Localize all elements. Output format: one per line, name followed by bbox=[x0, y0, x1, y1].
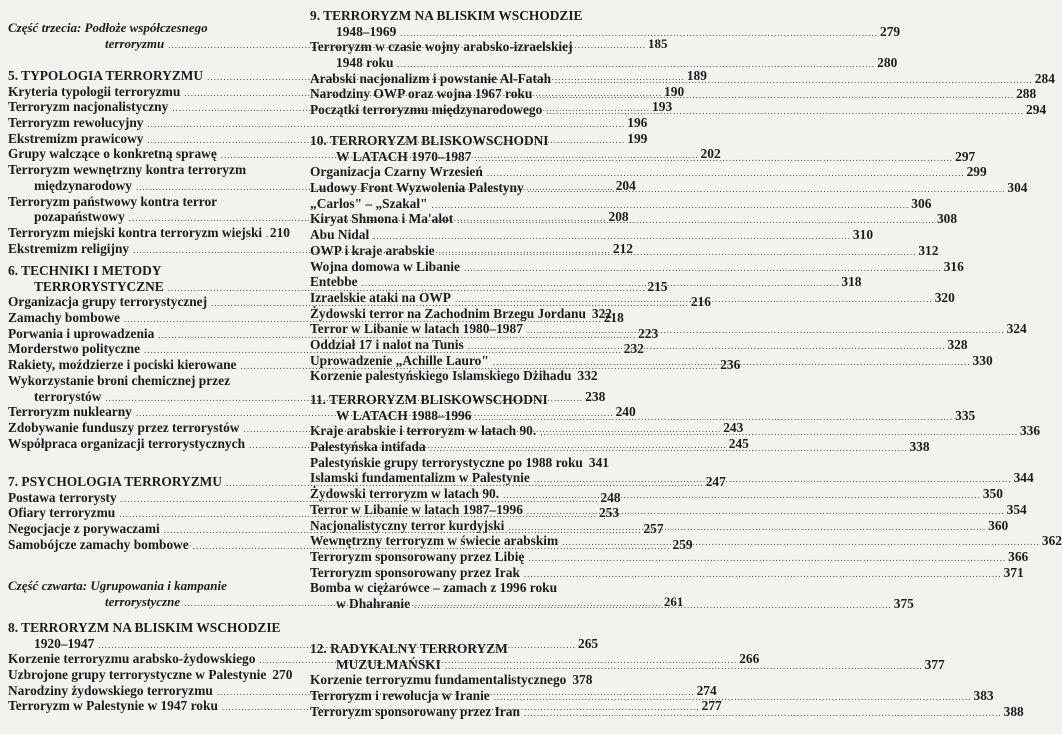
page-number: 341 bbox=[588, 454, 609, 470]
dot-leader bbox=[468, 339, 946, 355]
entry-text: Ludowy Front Wyzwolenia Palestyny bbox=[310, 180, 524, 196]
page-number: 304 bbox=[1007, 180, 1028, 196]
page-number: 190 bbox=[664, 83, 685, 99]
toc-entry bbox=[310, 258, 964, 275]
page-number: 212 bbox=[612, 240, 633, 256]
entry-text: 9. TERRORYZM NA BLISKIM WSCHODZIE bbox=[310, 8, 583, 23]
page-number: 310 bbox=[852, 227, 874, 243]
entry-text: Bomba w ciężarówce – zamach z 1996 roku bbox=[310, 580, 558, 596]
entry-text: Wewnętrzny terroryzm w świecie arabskim bbox=[310, 533, 559, 549]
page-number: 324 bbox=[1006, 321, 1027, 337]
toc-entry bbox=[310, 564, 1024, 581]
page-number: 377 bbox=[924, 656, 945, 672]
chapter-title-line bbox=[310, 23, 901, 40]
page-number: 338 bbox=[909, 439, 930, 455]
page-number: 316 bbox=[943, 258, 964, 274]
entry-text: Postawa terrorysty bbox=[8, 489, 117, 505]
entry-text: Zamachy bombowe bbox=[8, 310, 120, 326]
dot-leader bbox=[439, 245, 917, 261]
toc-entry bbox=[310, 368, 598, 384]
chapter-title-line bbox=[8, 263, 290, 279]
dot-leader bbox=[494, 690, 972, 706]
entry-text: Część trzecia: Podłoże współczesnego bbox=[8, 20, 208, 35]
dot-leader bbox=[540, 425, 1018, 441]
page-number: 245 bbox=[728, 435, 749, 451]
entry-text: TERRORYSTYCZNE bbox=[34, 278, 164, 294]
entry-text: Terror w Libanie w latach 1980–1987 bbox=[310, 321, 523, 337]
entry-text: 12. RADYKALNY TERRORYZM bbox=[310, 641, 508, 656]
entry-text: Organizacja Czarny Wrzesień bbox=[310, 164, 483, 180]
part-title-line bbox=[8, 20, 290, 36]
entry-text: Negocjacje z porywaczami bbox=[8, 521, 160, 537]
entry-text: Terroryzm sponsorowany przez Irak bbox=[310, 564, 520, 580]
dot-leader bbox=[414, 598, 892, 614]
dot-leader bbox=[534, 472, 1012, 488]
entry-text: Ekstremizm religijny bbox=[8, 240, 130, 256]
page-number: 253 bbox=[598, 505, 620, 521]
toc-entry bbox=[8, 225, 290, 241]
entry-text: Grupy walczące o konkretną sprawę bbox=[8, 146, 217, 162]
entry-text: Wykorzystanie broni chemicznej przez bbox=[8, 372, 231, 388]
entry-text: Zdobywanie funduszy przez terrorystów bbox=[8, 419, 240, 435]
entry-text: Kryteria typologii terroryzmu bbox=[8, 83, 181, 99]
page-number: 360 bbox=[988, 517, 1009, 533]
page-number: 277 bbox=[701, 698, 722, 714]
entry-text: 1948–1969 bbox=[336, 23, 397, 39]
dot-leader bbox=[562, 535, 1040, 551]
dot-leader bbox=[527, 323, 1005, 339]
entry-text: Samobójcze zamachy bombowe bbox=[8, 536, 189, 552]
dot-leader bbox=[555, 73, 1033, 89]
entry-text: Terroryzm sponsorowany przez Iran bbox=[310, 703, 520, 719]
page-number: 280 bbox=[877, 55, 898, 71]
entry-text: Oddział 17 i nalot na Tunis bbox=[310, 336, 464, 352]
entry-text: Arabski nacjonalizm i powstanie Al-Fatah bbox=[310, 70, 552, 86]
entry-text: Terroryzm w Palestynie w 1947 roku bbox=[8, 698, 218, 714]
page-number: 294 bbox=[1026, 102, 1047, 118]
entry-text: Ekstremizm prawicowy bbox=[8, 130, 144, 146]
page-number: 332 bbox=[577, 368, 598, 384]
page-number: 354 bbox=[1006, 501, 1027, 517]
page-number: 223 bbox=[638, 325, 659, 341]
toc-entry bbox=[310, 227, 874, 243]
page-number: 322 bbox=[591, 305, 612, 321]
page-number: 284 bbox=[1034, 70, 1055, 86]
page-number: 215 bbox=[647, 278, 668, 294]
entry-text: Uzbrojone grupy terrorystyczne w Palestynie bbox=[8, 667, 267, 683]
page-number: 279 bbox=[880, 23, 901, 39]
dot-leader bbox=[528, 182, 1006, 198]
entry-text: Terror w Libanie w latach 1987–1996 bbox=[310, 501, 523, 517]
entry-text: Korzenie terroryzmu fundamentalistycznego bbox=[310, 672, 567, 688]
page-number: 371 bbox=[1003, 564, 1024, 580]
entry-text: 6. TECHNIKI I METODY bbox=[8, 263, 162, 278]
entry-text: Islamski fundamentalizm w Palestynie bbox=[310, 470, 530, 486]
page-number: 297 bbox=[955, 148, 976, 164]
entry-text: Morderstwo polityczne bbox=[8, 341, 141, 357]
toc-entry bbox=[8, 162, 290, 178]
entry-text: Izraelskie ataki na OWP bbox=[310, 289, 451, 305]
toc-entry bbox=[310, 548, 1029, 565]
entry-text: w Dhahranie bbox=[336, 595, 411, 611]
entry-text: Początki terroryzmu międzynarodowego bbox=[310, 102, 543, 118]
toc-entry bbox=[310, 580, 592, 596]
page-number: 308 bbox=[936, 211, 958, 227]
page-number: 344 bbox=[1013, 470, 1034, 486]
entry-text: „Carlos" – „Szakal" bbox=[310, 195, 428, 211]
page-number: 318 bbox=[841, 274, 862, 290]
page-number: 330 bbox=[972, 352, 993, 368]
dot-leader bbox=[266, 227, 268, 243]
page-number: 208 bbox=[608, 209, 629, 225]
entry-text: międzynarodowy bbox=[34, 177, 132, 193]
page-number: 388 bbox=[1003, 703, 1024, 719]
entry-text: Nacjonalistyczny terror kurdyjski bbox=[310, 517, 505, 533]
entry-text: pozapaństwowy bbox=[34, 209, 125, 225]
toc-entry bbox=[310, 672, 592, 688]
page-number: 232 bbox=[623, 341, 644, 357]
entry-text: 7. PSYCHOLOGIA TERRORYZMU bbox=[8, 474, 222, 489]
page-number: 216 bbox=[690, 294, 711, 310]
entry-text: Palestyńskie grupy terrorystyczne po 1988 roku bbox=[310, 454, 583, 470]
entry-text: Wojna domowa w Libanie bbox=[310, 258, 460, 274]
page-number: 375 bbox=[893, 595, 914, 611]
entry-text: Terroryzm wewnętrzny kontra terroryzm bbox=[8, 162, 247, 178]
page-number: 383 bbox=[973, 688, 994, 704]
dot-leader bbox=[524, 706, 1002, 722]
page-number: 247 bbox=[705, 474, 726, 489]
chapter-title-line bbox=[310, 392, 592, 408]
entry-text: Narodziny żydowskiego terroryzmu bbox=[8, 682, 213, 698]
entry-text: Organizacja grupy terrorystycznej bbox=[8, 294, 208, 310]
page-number: 189 bbox=[686, 68, 707, 83]
page-number: 312 bbox=[918, 242, 939, 258]
entry-text: Terroryzm nacjonalistyczny bbox=[8, 99, 169, 115]
chapter-title-line bbox=[310, 133, 592, 149]
entry-text: Korzenie palestyńskiego Islamskiego Dżihadu bbox=[310, 368, 572, 384]
page-number: 185 bbox=[647, 35, 668, 51]
entry-text: Terroryzm nuklearny bbox=[8, 404, 132, 420]
entry-text: terrorystów bbox=[34, 388, 102, 404]
dot-leader bbox=[475, 410, 953, 426]
toc-entry bbox=[310, 195, 932, 212]
entry-text: Terroryzm sponsorowany przez Libię bbox=[310, 548, 525, 564]
page-number: 238 bbox=[585, 388, 606, 404]
page-number: 274 bbox=[696, 682, 717, 698]
entry-text: Część czwarta: Ugrupowania i kampanie bbox=[8, 578, 227, 593]
entry-text: Kiryat Shmona i Ma'alot bbox=[310, 211, 454, 227]
entry-text: Abu Nidal bbox=[310, 227, 370, 243]
toc-entry bbox=[8, 115, 648, 131]
page-number: 336 bbox=[1019, 423, 1041, 439]
entry-text: 1948 roku bbox=[336, 55, 394, 71]
page-number: 350 bbox=[982, 486, 1003, 502]
page-number: 193 bbox=[652, 99, 673, 115]
page-number: 366 bbox=[1008, 548, 1029, 564]
chapter-title-line bbox=[310, 8, 592, 24]
page-number: 261 bbox=[663, 593, 684, 609]
chapter-title-line bbox=[310, 641, 592, 657]
page-number: 257 bbox=[643, 521, 664, 537]
entry-text: W LATACH 1988–1996 bbox=[336, 407, 472, 423]
entry-text: 11. TERRORYZM BLISKOWSCHODNI bbox=[310, 392, 548, 407]
toc-entry bbox=[8, 667, 293, 683]
toc-entry bbox=[310, 305, 612, 322]
entry-text: Entebbe bbox=[310, 274, 358, 290]
page-number: 240 bbox=[615, 404, 636, 420]
entry-text: 5. TYPOLOGIA TERRORYZMU bbox=[8, 68, 204, 83]
page-number: 196 bbox=[627, 115, 648, 131]
dot-leader bbox=[508, 520, 986, 536]
page-number: 362 bbox=[1041, 533, 1062, 549]
page-number: 199 bbox=[627, 130, 648, 146]
page-number: 266 bbox=[739, 651, 760, 667]
entry-text: Narodziny OWP oraz wojna 1967 roku bbox=[310, 86, 533, 102]
entry-text: Ofiary terroryzmu bbox=[8, 505, 116, 521]
page-number: 378 bbox=[572, 672, 593, 688]
page-number: 259 bbox=[672, 536, 693, 552]
entry-text: OWP i kraje arabskie bbox=[310, 242, 435, 258]
entry-text: Terroryzm państwowy kontra terror bbox=[8, 193, 218, 209]
page-number: 335 bbox=[955, 407, 976, 423]
page-number: 328 bbox=[947, 336, 968, 352]
page-number: 243 bbox=[723, 419, 744, 435]
page-number: 320 bbox=[934, 289, 955, 305]
toc-entry bbox=[310, 454, 609, 471]
page-number: 236 bbox=[720, 357, 741, 373]
entry-text: Terroryzm miejski kontra terroryzm wiejski bbox=[8, 224, 263, 240]
page-number: 248 bbox=[600, 489, 621, 505]
entry-text: terrorystyczne bbox=[105, 593, 181, 609]
dot-leader bbox=[536, 88, 1014, 104]
page-number: 265 bbox=[578, 635, 599, 651]
page-number: 202 bbox=[700, 146, 721, 162]
dot-leader bbox=[528, 551, 1006, 567]
page-number: 204 bbox=[615, 177, 636, 193]
dot-leader bbox=[475, 151, 953, 167]
dot-leader bbox=[464, 261, 942, 277]
toc-entry bbox=[310, 39, 592, 55]
toc-entry bbox=[8, 194, 290, 210]
page-number: 299 bbox=[966, 164, 987, 180]
entry-text: Palestyńska intifada bbox=[310, 439, 426, 455]
entry-text: Terroryzm rewolucyjny bbox=[8, 115, 144, 131]
dot-leader bbox=[373, 229, 851, 245]
entry-text: Rakiety, moździerze i pociski kierowane bbox=[8, 357, 237, 373]
entry-text: Porwania i uprowadzenia bbox=[8, 325, 155, 341]
entry-text: Żydowski terror na Zachodnim Brzegu Jordanu bbox=[310, 305, 586, 321]
dot-leader bbox=[432, 198, 910, 214]
page-number: 306 bbox=[911, 195, 932, 211]
entry-text: 8. TERRORYZM NA BLISKIM WSCHODZIE bbox=[8, 620, 281, 635]
entry-text: Uprowadzenie „Achille Lauro" bbox=[310, 352, 489, 368]
entry-text: terroryzmu bbox=[105, 35, 165, 51]
dot-leader bbox=[524, 567, 1002, 583]
toc-entry bbox=[310, 55, 898, 71]
entry-text: 10. TERRORYZM BLISKOWSCHODNI bbox=[310, 133, 549, 148]
entry-text: MUZUŁMAŃSKI bbox=[336, 656, 441, 672]
dot-leader bbox=[487, 166, 965, 182]
dot-leader bbox=[546, 104, 1024, 120]
dot-leader bbox=[503, 488, 981, 504]
toc-entry bbox=[8, 373, 290, 389]
page-number: 288 bbox=[1016, 86, 1037, 102]
entry-text: W LATACH 1970–1987 bbox=[336, 148, 472, 164]
entry-text: Żydowski terroryzm w latach 90. bbox=[310, 486, 500, 502]
entry-text: Terroryzm i rewolucja w Iranie bbox=[310, 688, 490, 704]
entry-text: Korzenie terroryzmu arabsko-żydowskiego bbox=[8, 651, 256, 667]
chapter-title-line bbox=[8, 620, 290, 636]
page-number: 270 bbox=[272, 667, 293, 683]
entry-text: 1920–1947 bbox=[34, 635, 95, 651]
dot-leader bbox=[527, 504, 1005, 520]
entry-text: Terroryzm w czasie wojny arabsko-izraelskiej bbox=[310, 39, 573, 55]
toc-entry bbox=[310, 164, 987, 180]
entry-text: Współpraca organizacji terrorystycznych bbox=[8, 435, 246, 451]
entry-text: Kraje arabskie i terroryzm w latach 90. bbox=[310, 423, 537, 439]
page-number: 210 bbox=[269, 224, 290, 240]
part-title-line bbox=[8, 578, 290, 594]
page-number: 218 bbox=[603, 310, 624, 326]
